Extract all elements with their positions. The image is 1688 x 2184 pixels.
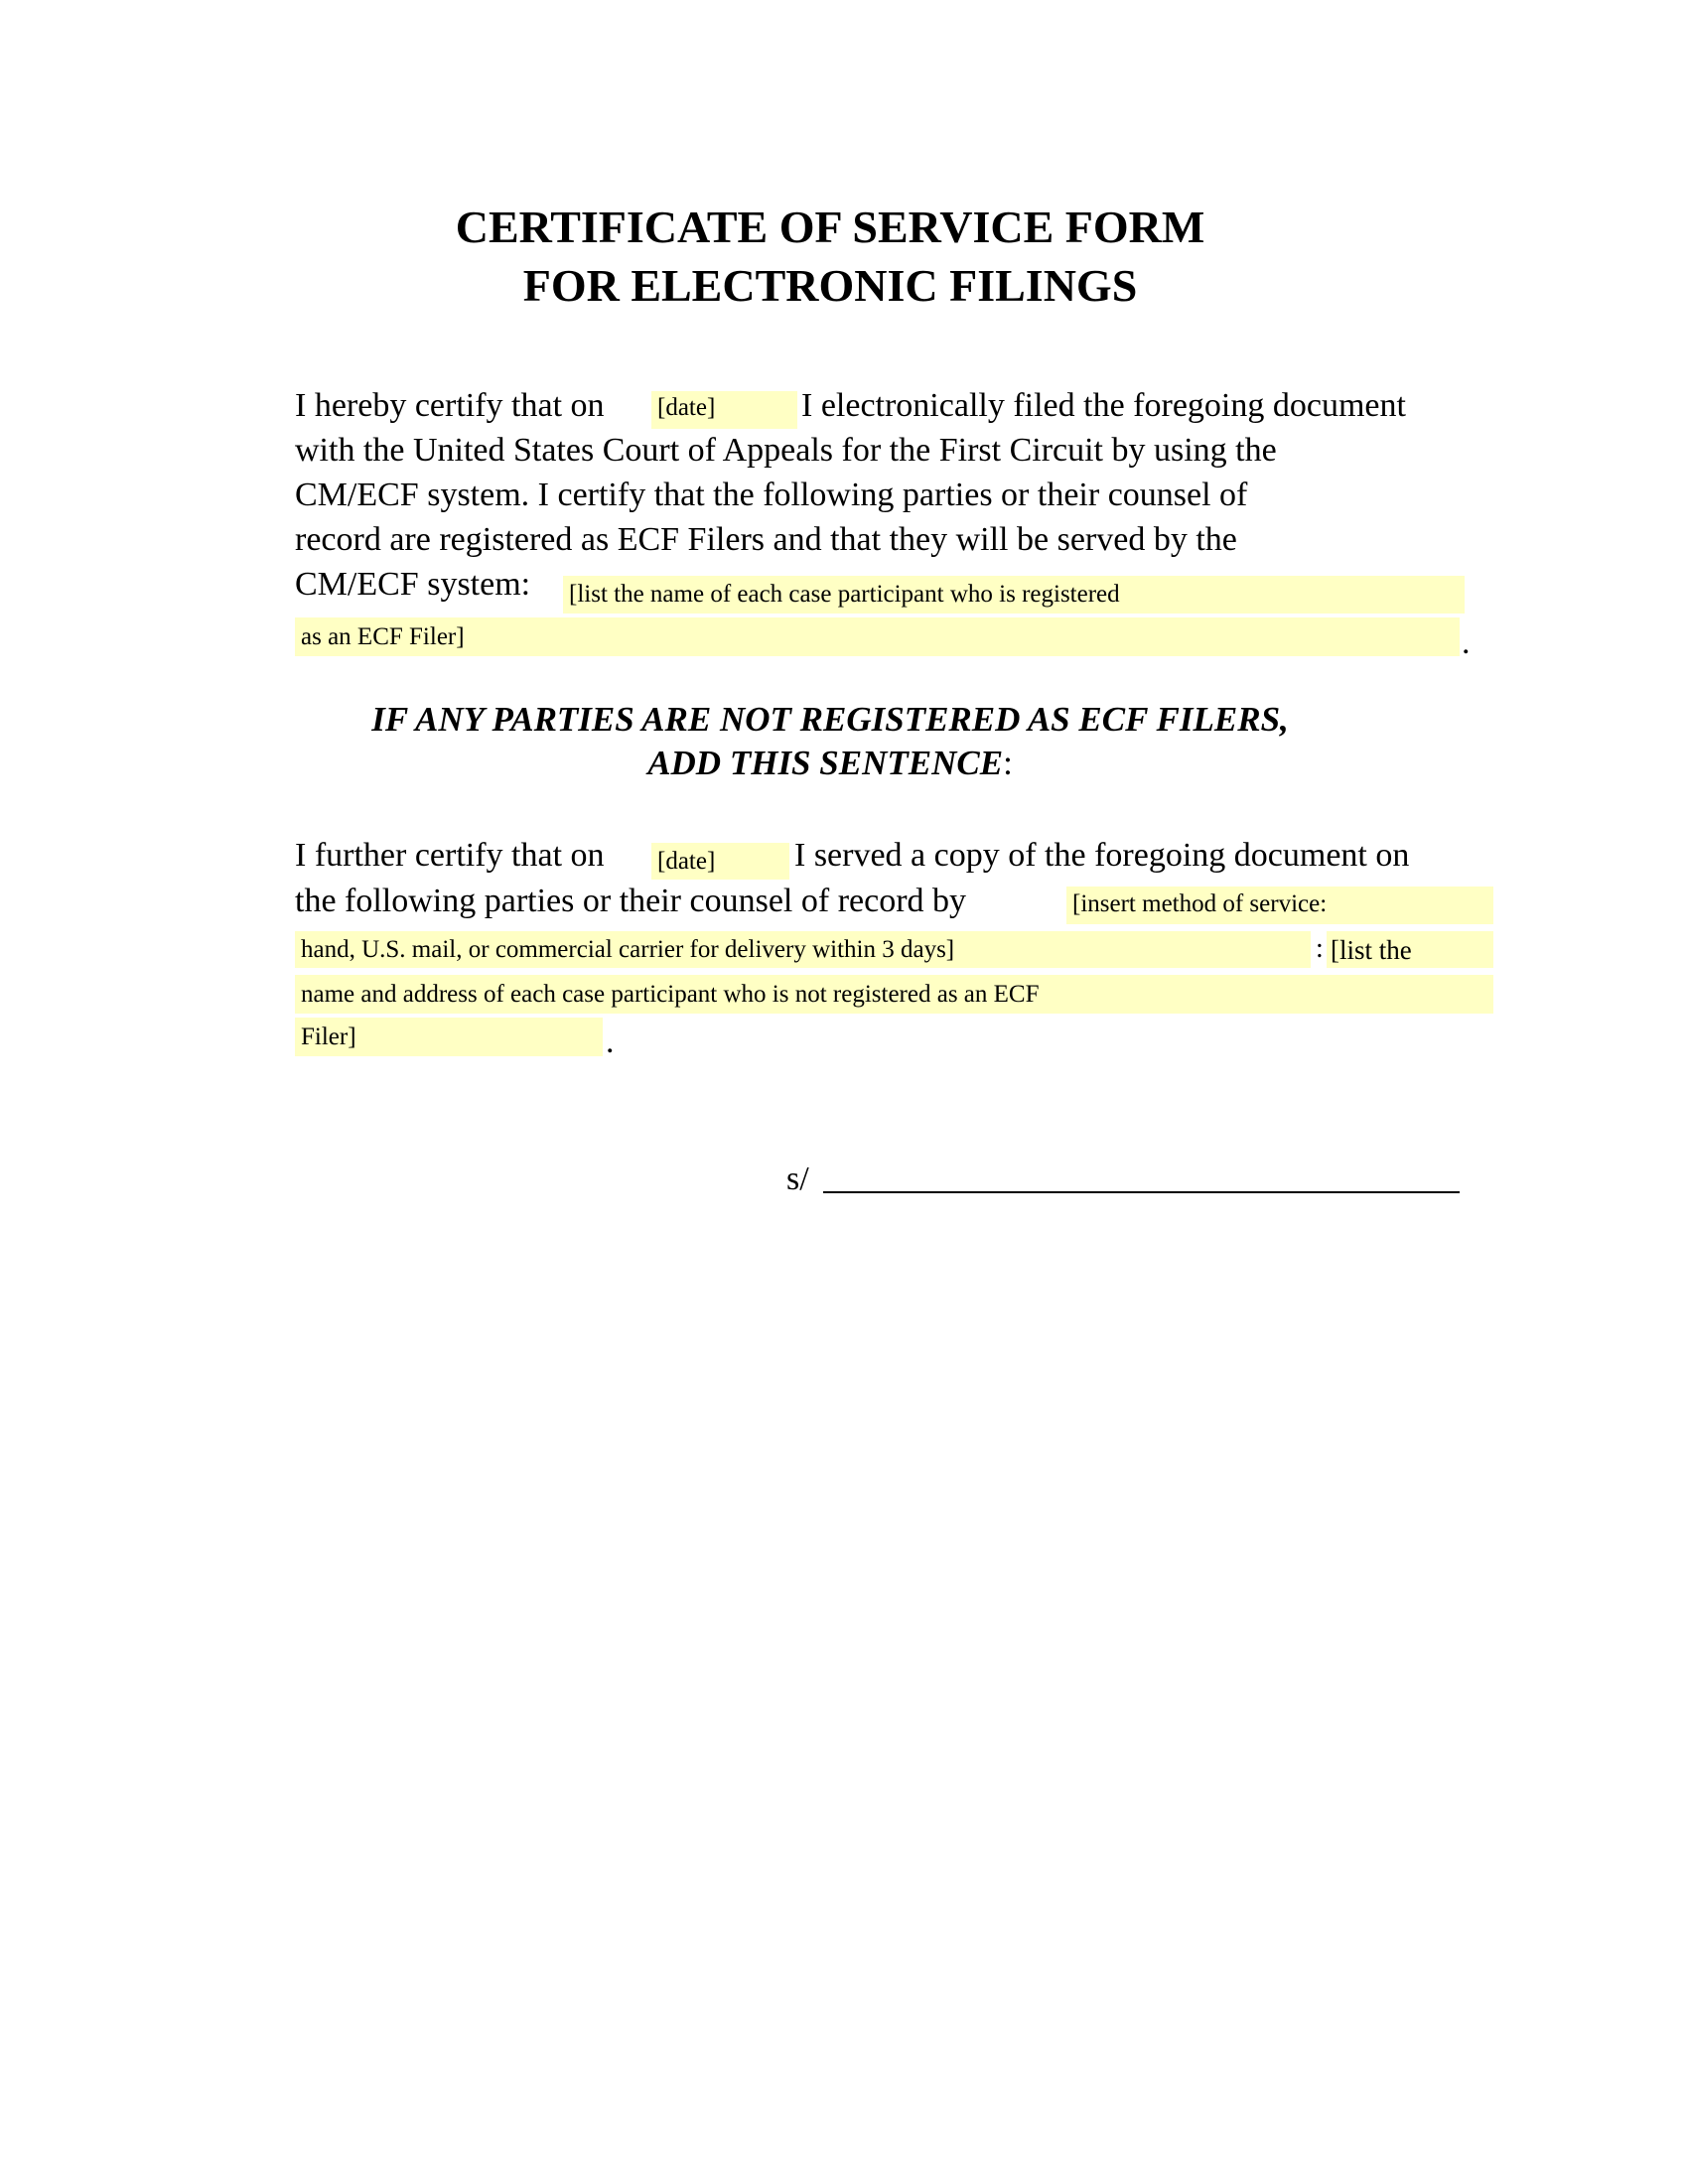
- p2-period: .: [606, 1024, 615, 1060]
- nonregistered-participants-field-line2[interactable]: name and address of each case participant who is not registered as an ECF: [295, 975, 1493, 1014]
- instruction-colon: :: [1003, 744, 1013, 782]
- p2-separator: :: [1316, 933, 1324, 964]
- instruction-line2: [0, 744, 1660, 783]
- date-field-2[interactable]: [date]: [651, 843, 789, 880]
- signature-prefix: s/: [786, 1160, 809, 1197]
- instruction-line2-text: ADD THIS SENTENCE: [647, 744, 1004, 782]
- date-field-1[interactable]: [date]: [651, 391, 797, 429]
- p2-line1-end: I served a copy of the foregoing document on: [794, 837, 1410, 874]
- document-title-line1: CERTIFICATE OF SERVICE FORM: [455, 202, 1205, 252]
- service-method-field-line2[interactable]: hand, U.S. mail, or commercial carrier for delivery within 3 days]: [295, 931, 1311, 968]
- p2-line1-start: I further certify that on: [295, 837, 605, 874]
- registered-participants-field-line1[interactable]: [list the name of each case participant who is registered: [563, 576, 1465, 614]
- p1-period: .: [1462, 624, 1471, 661]
- instruction-line1: IF ANY PARTIES ARE NOT REGISTERED AS ECF FILERS,: [371, 700, 1289, 739]
- signature-line[interactable]: [823, 1191, 1460, 1193]
- p2-line2-start: the following parties or their counsel of record by: [295, 883, 967, 919]
- p1-line1-end: I electronically filed the foregoing document: [801, 387, 1406, 424]
- nonregistered-participants-field-line1[interactable]: [list the: [1327, 931, 1493, 968]
- p1-line2: with the United States Court of Appeals for the First Circuit by using the: [295, 432, 1277, 469]
- registered-participants-field-line2[interactable]: as an ECF Filer]: [295, 617, 1460, 656]
- nonregistered-participants-field-line3[interactable]: Filer]: [295, 1018, 603, 1056]
- p1-line4: record are registered as ECF Filers and that they will be served by the: [295, 521, 1237, 558]
- p1-line3: CM/ECF system. I certify that the following parties or their counsel of: [295, 477, 1248, 513]
- p1-line5-start: CM/ECF system:: [295, 566, 531, 603]
- p1-line1-start: I hereby certify that on: [295, 387, 605, 424]
- service-method-field-line1[interactable]: [insert method of service:: [1066, 887, 1493, 924]
- document-title-line2: FOR ELECTRONIC FILINGS: [522, 260, 1138, 311]
